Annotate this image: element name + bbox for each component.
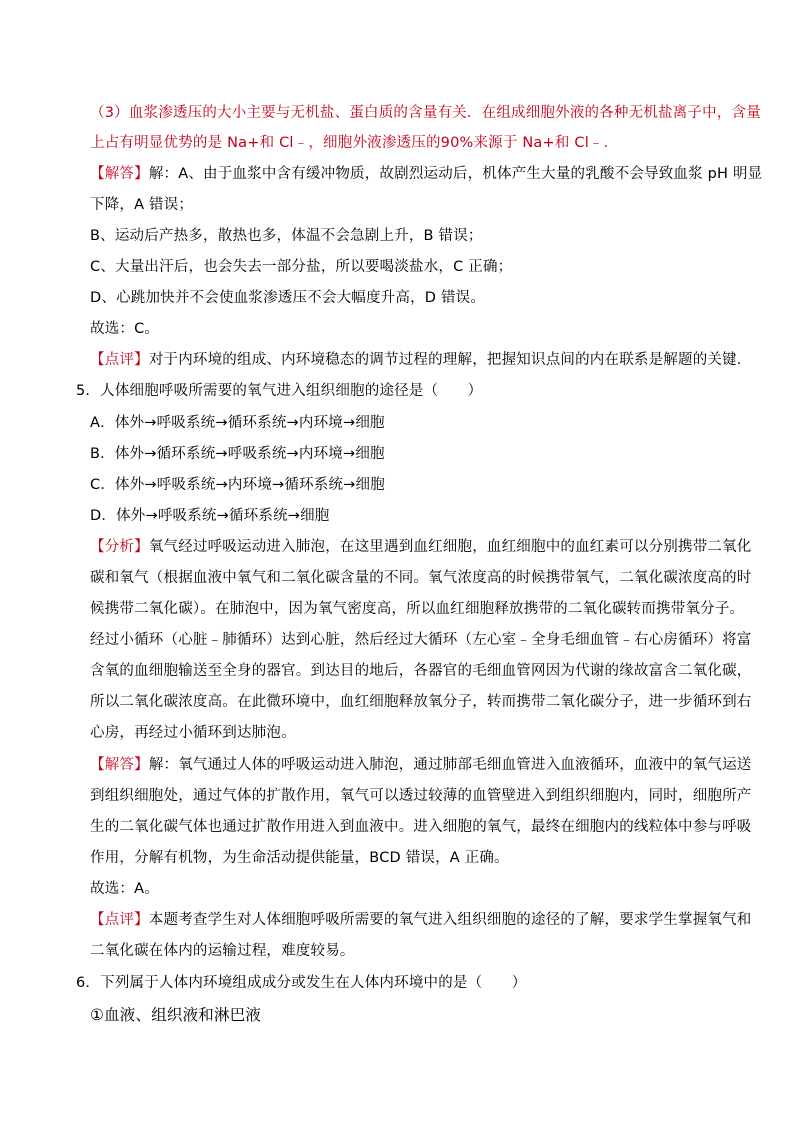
option-b — [90, 444, 385, 464]
analysis-text: 氧气经过呼吸运动进入肺泡，在这里遇到血红细胞，血红细胞中的血红素可以分别携带二氧化 — [148, 539, 752, 555]
comment-text: 本题考查学生对人体细胞呼吸所需要的氧气进入组织细胞的途径的了解，要求学生掌握氧气和 — [148, 912, 752, 928]
explanation-text: （3）血浆渗透压的大小主要与无机盐、蛋白质的含量有关．在组成细胞外液的各种无机盐离子中，含量 — [90, 105, 761, 121]
option-text: A．体外→呼吸系统→循环系统→内环境→细胞 — [90, 415, 385, 431]
paragraph-line — [90, 195, 193, 215]
analysis-text: 碳和氧气（根据血液中氧气和二氧化碳含量的不同。氧气浓度高的时候携带氧气，二氧化碳浓度高的时 — [90, 570, 752, 586]
comment-text: 二氧化碳在体内的运输过程，难度较易。 — [90, 943, 355, 959]
option-d — [90, 506, 330, 526]
option-text: B．体外→循环系统→呼吸系统→内环境→细胞 — [90, 446, 385, 462]
answer-text: 生的二氧化碳气体也通过扩散作用进入到血液中。进入细胞的氧气，最终在细胞内的线粒体中参与呼吸 — [90, 819, 752, 835]
comment-label: 【点评】 — [90, 352, 149, 368]
selection-text: 故选：A。 — [90, 881, 159, 897]
answer-line — [90, 164, 762, 184]
paragraph-line — [90, 103, 761, 123]
paragraph-line — [90, 288, 485, 308]
comment-label: 【点评】 — [90, 912, 149, 928]
selection-text: 故选：C。 — [90, 321, 160, 337]
explanation-text: 上占有明显优势的是 Na+和 Cl﹣，细胞外液渗透压的90%来源于 Na+和 Cl﹣． — [90, 135, 619, 151]
answer-label: 【解答】 — [90, 166, 149, 182]
paragraph-line — [90, 630, 752, 650]
answer-line — [90, 755, 752, 775]
paragraph-line — [90, 226, 483, 246]
analysis-text: 候携带二氧化碳）。在肺泡中，因为氧气密度高，所以血红细胞释放携带的二氧化碳转而携带氧分子。 — [90, 601, 745, 617]
answer-text: 解：氧气通过人体的呼吸运动进入肺泡，通过肺部毛细血管进入血液循环，血液中的氧气运送 — [148, 757, 752, 773]
question-text: 6．下列属于人体内环境组成成分或发生在人体内环境中的是（ ） — [76, 975, 527, 991]
answer-text: 解：A、由于血浆中含有缓冲物质，故剧烈运动后，机体产生大量的乳酸不会导致血浆 pH 明显 — [148, 166, 763, 182]
question-6-item-1 — [90, 1005, 261, 1025]
option-a — [90, 413, 385, 433]
question-5-stem — [76, 381, 482, 401]
analysis-text: 心房，再经过小循环到达肺泡。 — [90, 725, 296, 741]
paragraph-line — [90, 257, 512, 277]
paragraph-line — [90, 692, 752, 712]
question-6-stem — [76, 973, 526, 993]
option-text: D．体外→呼吸系统→循环系统→细胞 — [90, 508, 330, 524]
answer-text: 下降，A 错误； — [90, 197, 194, 213]
answer-label: 【解答】 — [90, 757, 149, 773]
selection-line — [90, 879, 159, 899]
answer-text: D、心跳加快并不会使血浆渗透压不会大幅度升高，D 错误。 — [90, 290, 486, 306]
paragraph-line — [90, 786, 752, 806]
paragraph-line — [90, 133, 618, 153]
analysis-label: 【分析】 — [90, 539, 149, 555]
option-c — [90, 475, 385, 495]
answer-text: C、大量出汗后，也会失去一部分盐，所以要喝淡盐水，C 正确； — [90, 259, 513, 275]
analysis-line — [90, 537, 752, 557]
answer-text: B、运动后产热多，散热也多，体温不会急剧上升，B 错误； — [90, 228, 483, 244]
option-text: C．体外→呼吸系统→内环境→循环系统→细胞 — [90, 477, 385, 493]
paragraph-line — [90, 661, 752, 681]
question-text: 5．人体细胞呼吸所需要的氧气进入组织细胞的途径是（ ） — [76, 383, 483, 399]
paragraph-line — [90, 568, 752, 588]
item-text: ①血液、组织液和淋巴液 — [90, 1006, 262, 1024]
paragraph-line — [90, 723, 296, 743]
analysis-text: 含氧的血细胞输送至全身的器官。到达目的地后，各器官的毛细血管网因为代谢的缘故富含二氧化碳， — [90, 663, 752, 679]
answer-text: 作用，分解有机物，为生命活动提供能量，BCD 错误，A 正确。 — [90, 850, 509, 866]
answer-text: 到组织细胞处，通过气体的扩散作用，氧气可以透过较薄的血管壁进入到组织细胞内，同时，细胞所产 — [90, 788, 752, 804]
paragraph-line — [90, 941, 355, 961]
comment-line — [90, 350, 752, 370]
comment-text: 对于内环境的组成、内环境稳态的调节过程的理解，把握知识点间的内在联系是解题的关键． — [148, 352, 752, 368]
paragraph-line — [90, 817, 752, 837]
analysis-text: 经过小循环（心脏﹣肺循环）达到心脏，然后经过大循环（左心室﹣全身毛细血管﹣右心房循环）将富 — [90, 632, 752, 648]
analysis-text: 所以二氧化碳浓度高。在此微环境中，血红细胞释放氧分子，转而携带二氧化碳分子，进一步循环到右 — [90, 694, 752, 710]
selection-line — [90, 319, 159, 339]
paragraph-line — [90, 848, 509, 868]
comment-line — [90, 910, 752, 930]
paragraph-line — [90, 599, 744, 619]
